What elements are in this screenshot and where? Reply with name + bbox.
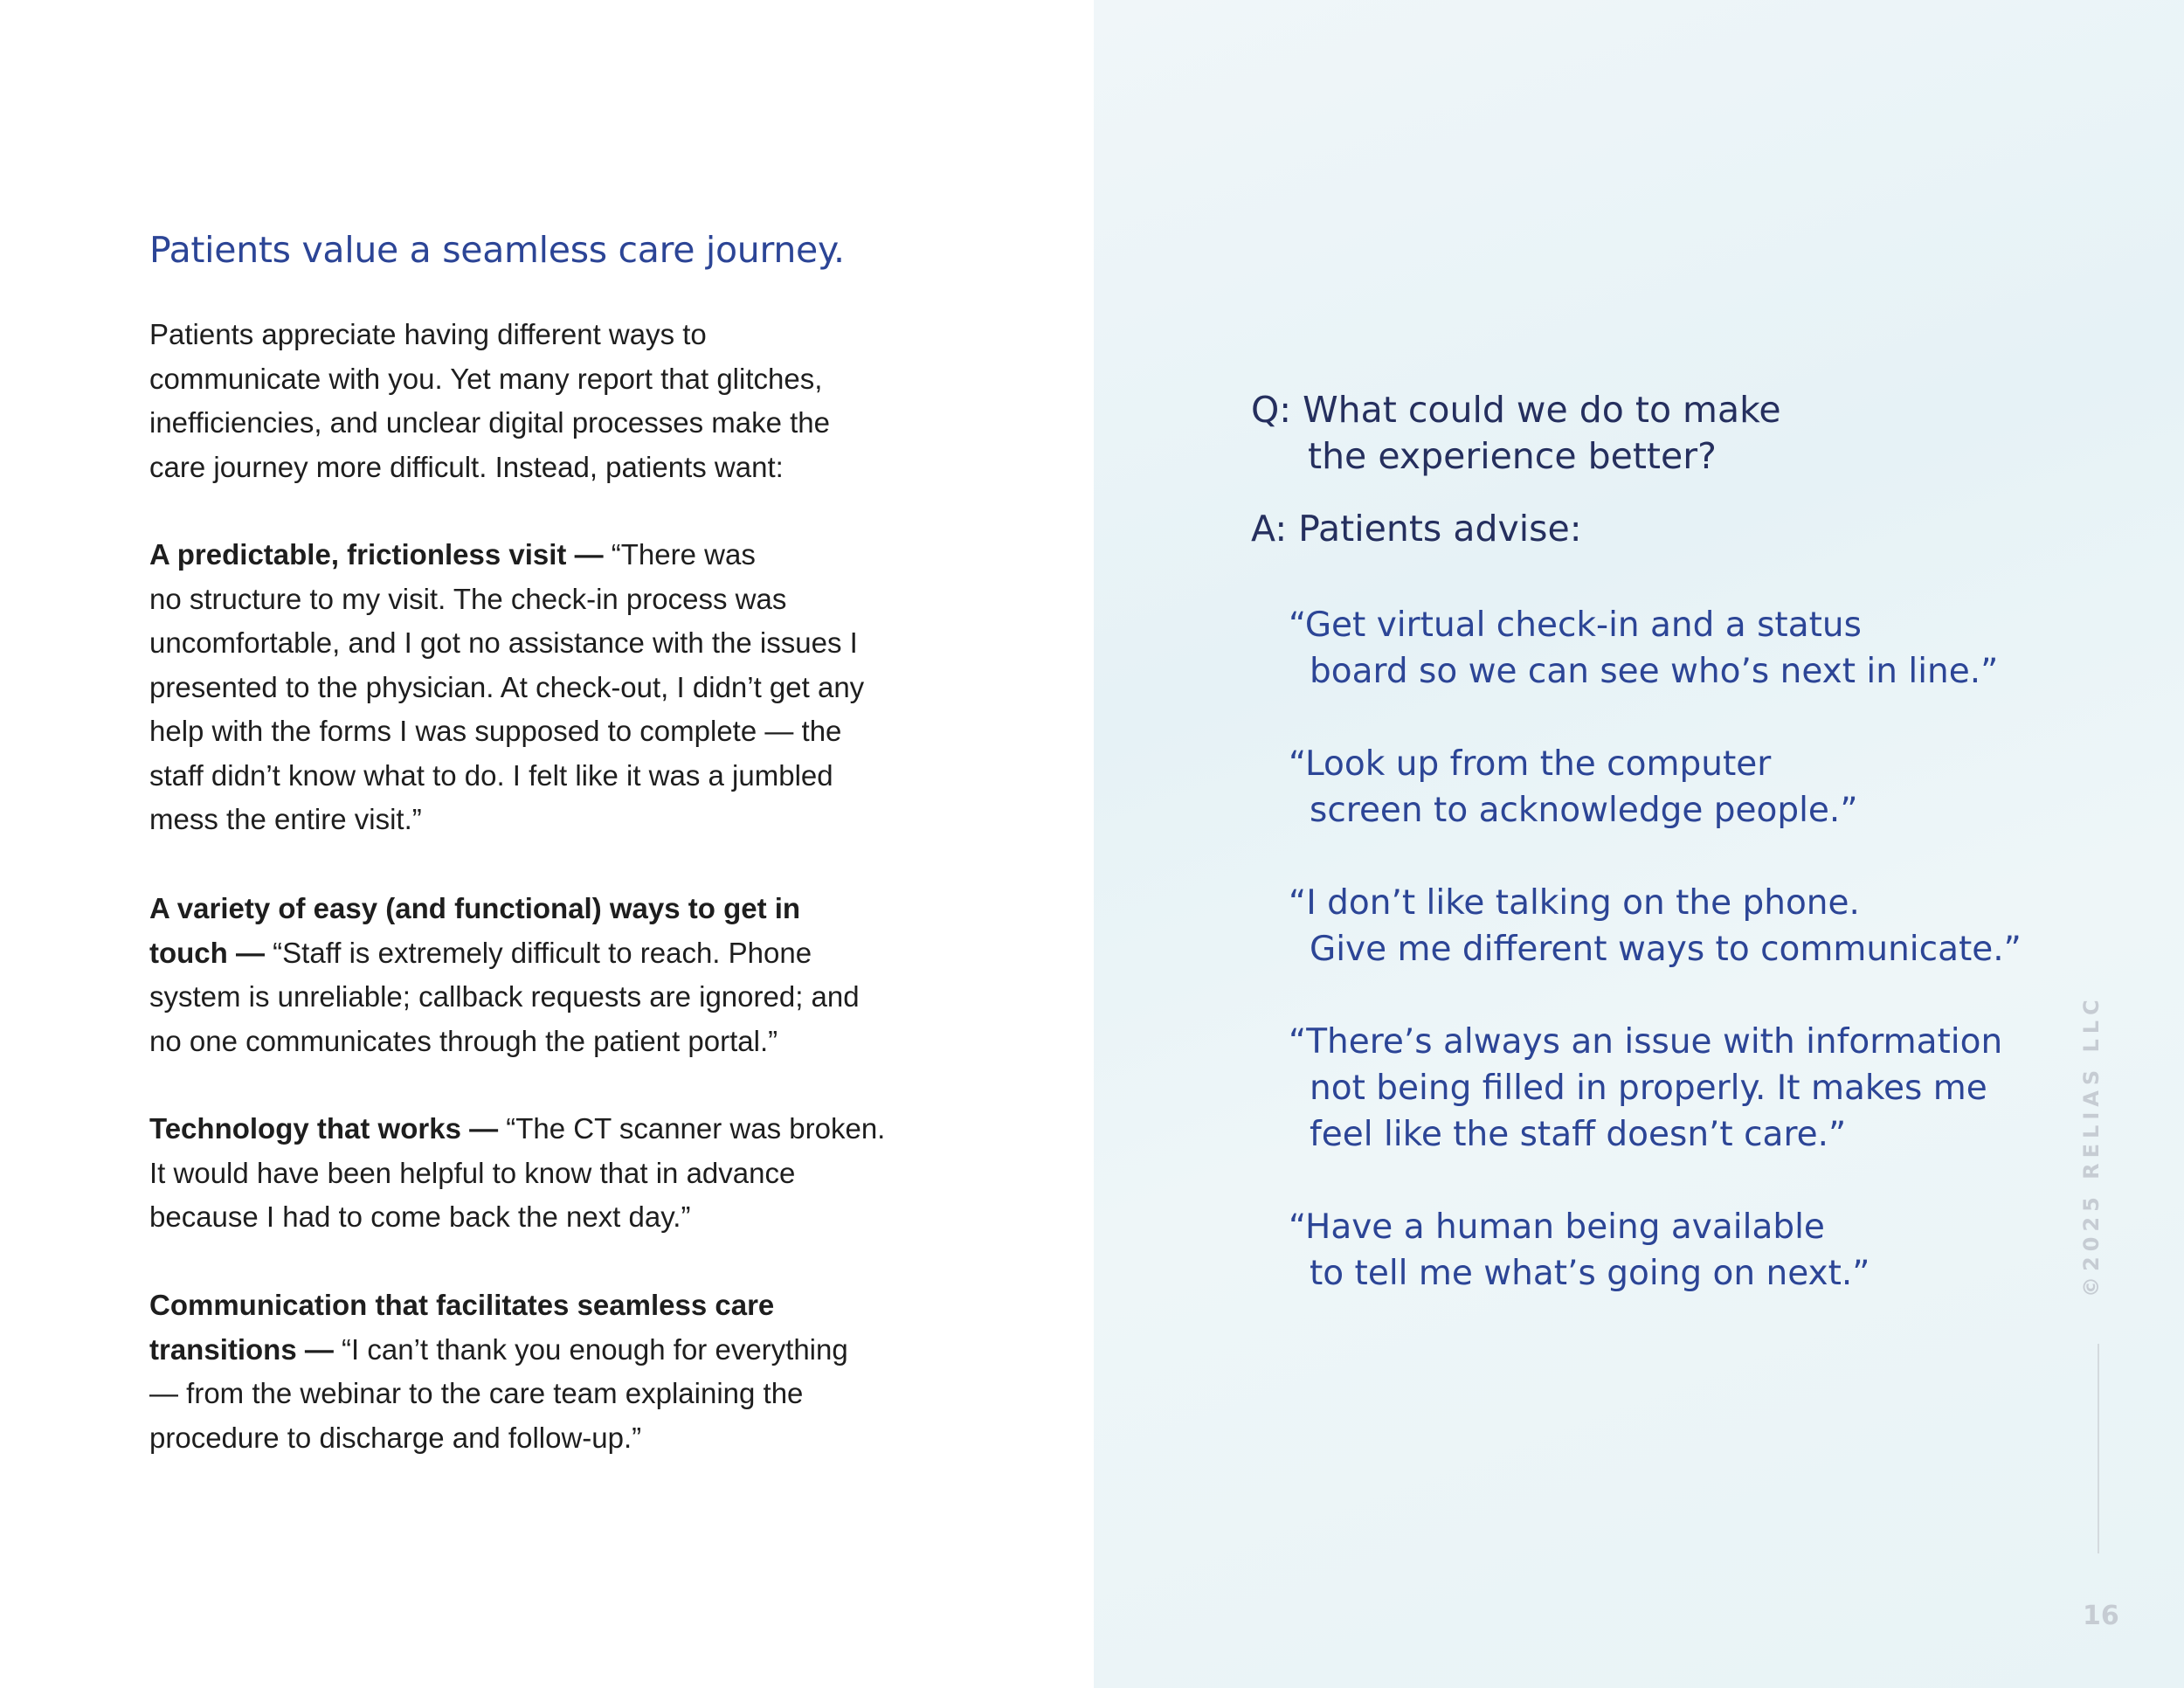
item-text: mess the entire visit.” bbox=[149, 803, 422, 835]
want-item-communication bbox=[149, 1283, 901, 1460]
want-item-technology bbox=[149, 1107, 901, 1240]
item-text: “I can’t thank you enough for everything bbox=[342, 1332, 848, 1366]
quote-line: screen to acknowledge people.” bbox=[1310, 791, 1858, 830]
item-title: touch — bbox=[149, 936, 265, 969]
quote-line: “Look up from the computer bbox=[1289, 744, 1772, 784]
qa-answer: A: Patients advise: bbox=[1251, 508, 1582, 550]
quote-line: Give me different ways to communicate.” bbox=[1310, 930, 2022, 969]
quote-line: feel like the staff doesn’t care.” bbox=[1310, 1115, 1847, 1154]
quote-line: not being filled in properly. It makes me bbox=[1310, 1069, 1987, 1108]
page-number: 16 bbox=[2083, 1601, 2119, 1631]
item-text: staff didn’t know what to do. I felt like it was a jumbled bbox=[149, 758, 833, 792]
patient-quote bbox=[1289, 880, 2022, 972]
item-text: “The CT scanner was broken. bbox=[506, 1112, 886, 1145]
item-text: procedure to discharge and follow-up.” bbox=[149, 1421, 642, 1454]
quote-line: board so we can see who’s next in line.” bbox=[1310, 652, 1999, 691]
intro-line: inefficiencies, and unclear digital processes make the bbox=[149, 406, 830, 439]
quote-line: “Have a human being available bbox=[1289, 1207, 1825, 1247]
question-line: Q: What could we do to make bbox=[1251, 389, 1781, 431]
item-text: because I had to come back the next day.” bbox=[149, 1200, 691, 1233]
patient-quote bbox=[1289, 1019, 2022, 1158]
item-text: — from the webinar to the care team explaining the bbox=[149, 1377, 804, 1409]
divider-line bbox=[2098, 1344, 2099, 1553]
quote-line: “I don’t like talking on the phone. bbox=[1289, 883, 1860, 923]
intro-paragraph bbox=[149, 313, 901, 489]
item-text: help with the forms I was supposed to complete — the bbox=[149, 715, 842, 747]
intro-line: care journey more difficult. Instead, patients want: bbox=[149, 450, 784, 483]
quote-line: “Get virtual check-in and a status bbox=[1289, 605, 1862, 645]
patient-quote bbox=[1289, 741, 2022, 834]
want-item-ways-to-get-in-touch bbox=[149, 887, 901, 1063]
patient-quotes bbox=[1289, 602, 2022, 1343]
qa-question bbox=[1251, 387, 1781, 480]
copyright-notice: ©2025 RELIAS LLC bbox=[2079, 994, 2104, 1297]
want-item-predictable-visit bbox=[149, 533, 901, 842]
item-text: presented to the physician. At check-out, I didn’t get any bbox=[149, 670, 865, 703]
item-title: A variety of easy (and functional) ways to get in bbox=[149, 892, 801, 924]
quote-line: to tell me what’s going on next.” bbox=[1310, 1254, 1870, 1293]
patient-quote bbox=[1289, 1204, 2022, 1297]
item-text: “There was bbox=[611, 538, 756, 571]
item-title: Technology that works — bbox=[149, 1112, 499, 1145]
question-line: the experience better? bbox=[1308, 435, 1717, 477]
patient-quote bbox=[1289, 602, 2022, 695]
item-text: no structure to my visit. The check-in process was bbox=[149, 582, 787, 615]
item-title: Communication that facilitates seamless care bbox=[149, 1289, 775, 1321]
intro-line: communicate with you. Yet many report that glitches, bbox=[149, 362, 823, 395]
item-text: “Staff is extremely difficult to reach. Phone bbox=[273, 936, 812, 969]
item-text: no one communicates through the patient portal.” bbox=[149, 1024, 778, 1057]
item-text: It would have been helpful to know that in advance bbox=[149, 1156, 796, 1189]
intro-line: Patients appreciate having different ways to bbox=[149, 318, 707, 350]
page-title: Patients value a seamless care journey. bbox=[149, 229, 845, 271]
item-text: uncomfortable, and I got no assistance with the issues I bbox=[149, 626, 858, 659]
item-text: system is unreliable; callback requests are ignored; and bbox=[149, 980, 860, 1013]
quote-line: “There’s always an issue with information bbox=[1289, 1022, 2003, 1062]
item-title: A predictable, frictionless visit — bbox=[149, 538, 604, 571]
item-title: transitions — bbox=[149, 1332, 334, 1366]
